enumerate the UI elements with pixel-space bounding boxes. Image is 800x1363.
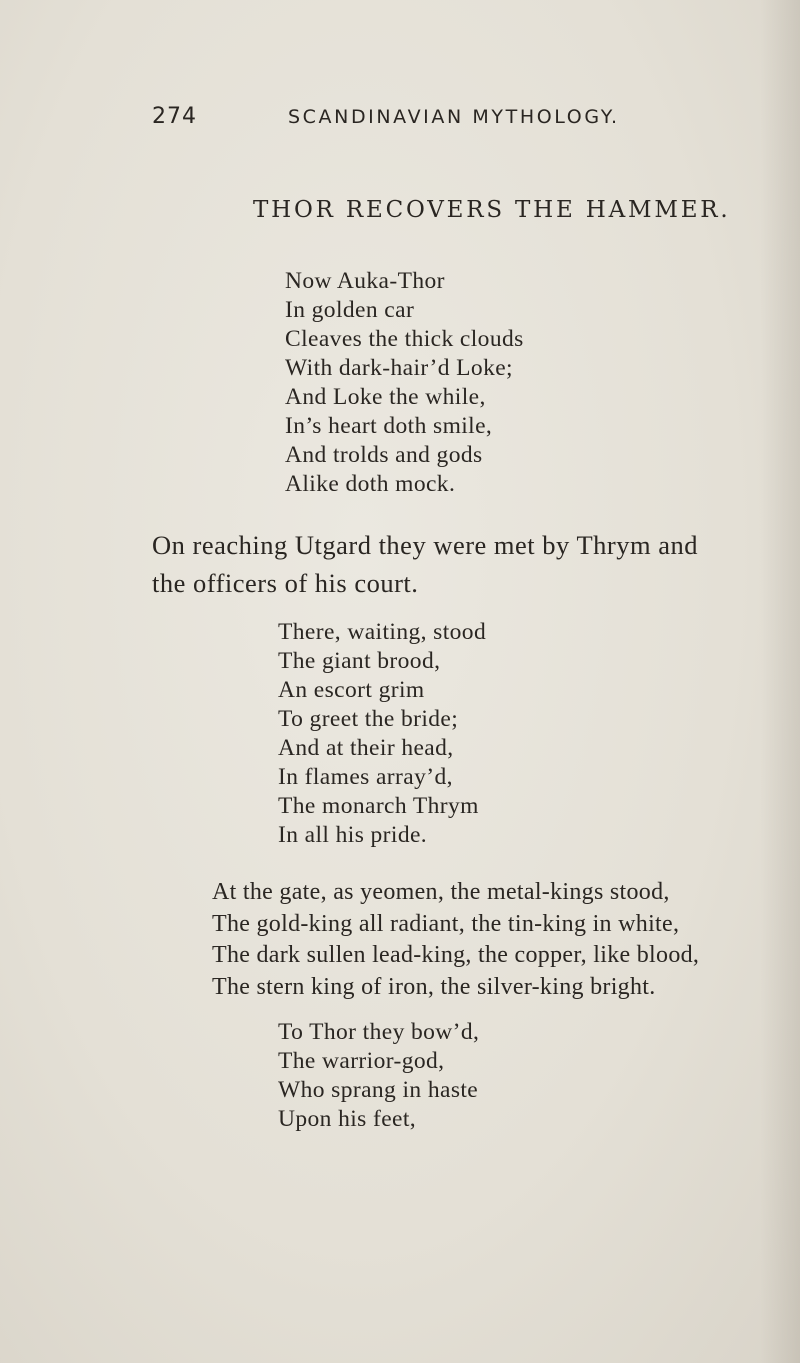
verse-line: Now Auka-Thor xyxy=(285,268,445,294)
verse-line: And at their head, xyxy=(278,735,454,761)
verse-line: The dark sullen lead-king, the copper, like blood, xyxy=(212,942,700,968)
verse-line: In golden car xyxy=(285,297,415,323)
verse-stanza-1 xyxy=(285,267,524,499)
verse-line: There, waiting, stood xyxy=(278,619,487,645)
verse-stanza-3 xyxy=(278,1018,479,1134)
page-number: 274 xyxy=(152,104,197,129)
verse-line: Cleaves the thick clouds xyxy=(285,326,524,352)
prose-paragraph xyxy=(152,526,752,602)
verse-line: The warrior-god, xyxy=(278,1048,445,1074)
verse-line: At the gate, as yeomen, the metal-kings stood, xyxy=(212,879,670,905)
verse-line: The gold-king all radiant, the tin-king in white, xyxy=(212,910,680,937)
verse-line: The monarch Thrym xyxy=(278,793,479,819)
verse-line: An escort grim xyxy=(278,677,425,703)
verse-line: Alike doth mock. xyxy=(285,471,456,497)
verse-line: With dark-hair’d Loke; xyxy=(285,355,513,381)
verse-line: Who sprang in haste xyxy=(278,1077,479,1103)
verse-stanza-2 xyxy=(278,618,486,850)
verse-line: Upon his feet, xyxy=(278,1106,417,1132)
verse-quatrain xyxy=(212,877,699,1003)
prose-line: On reaching Utgard they were met by Thrym and xyxy=(152,530,698,560)
chapter-title: THOR RECOVERS THE HAMMER. xyxy=(253,197,731,223)
verse-line: And Loke the while, xyxy=(285,384,486,410)
verse-line: And trolds and gods xyxy=(285,442,483,468)
running-head: SCANDINAVIAN MYTHOLOGY. xyxy=(288,106,620,128)
prose-line: the officers of his court. xyxy=(152,568,419,598)
verse-line: The giant brood, xyxy=(278,648,441,674)
verse-line: In all his pride. xyxy=(278,822,428,848)
verse-line: In’s heart doth smile, xyxy=(285,413,493,439)
verse-line: The stern king of iron, the silver-king bright. xyxy=(212,973,656,1000)
verse-line: To Thor they bow’d, xyxy=(278,1019,480,1045)
verse-line: In flames array’d, xyxy=(278,764,453,790)
verse-line: To greet the bride; xyxy=(278,706,459,732)
